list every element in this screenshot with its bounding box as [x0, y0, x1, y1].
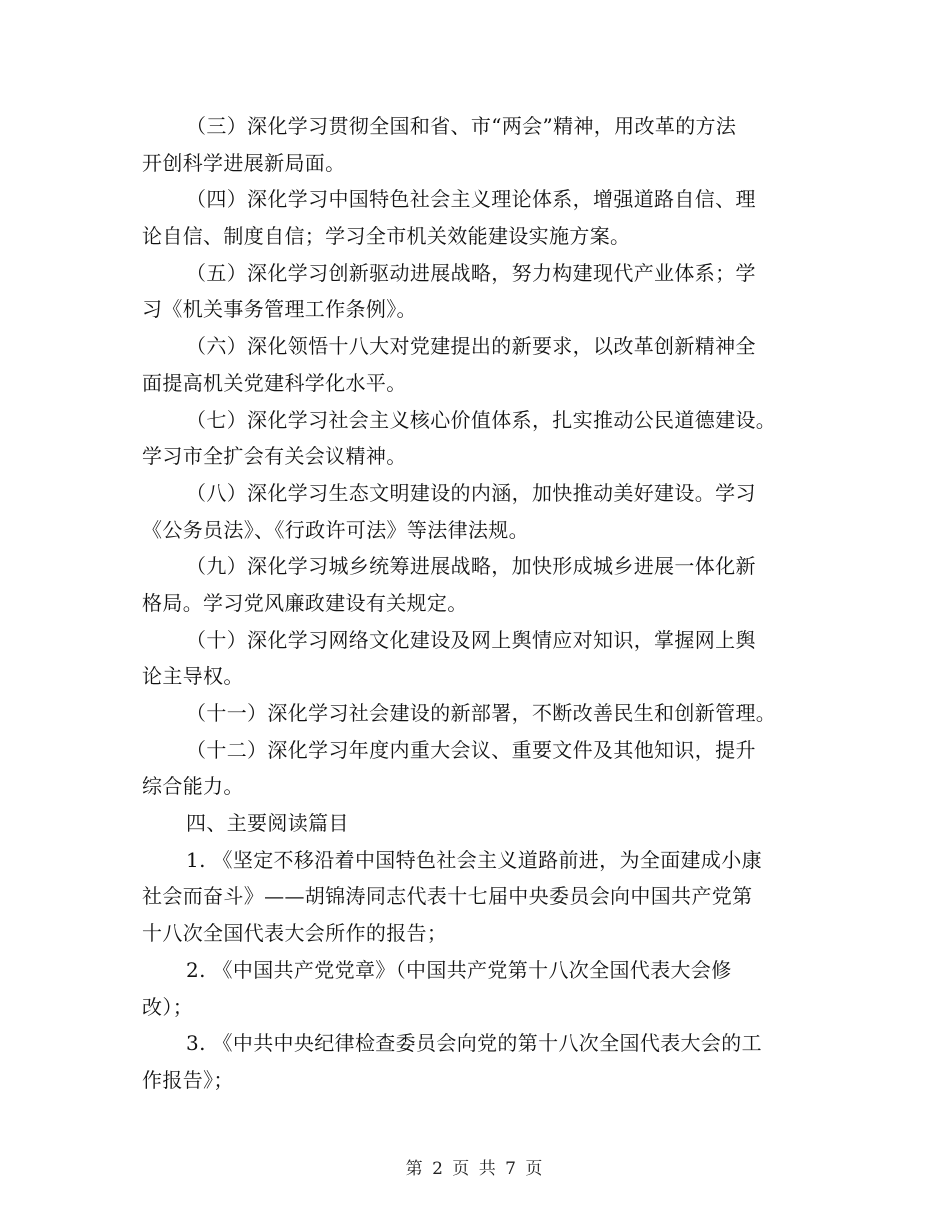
reading-list-item: 2. 《中国共产党党章》（中国共产党第十八次全国代表大会修 [186, 957, 732, 982]
paragraph-line: （五）深化学习创新驱动进展战略，努力构建现代产业体系；学 [186, 260, 756, 285]
reading-list-item: 1. 《坚定不移沿着中国特色社会主义道路前进，为全面建成小康 [186, 847, 762, 872]
paragraph-line: 《公务员法》、《行政许可法》等法律法规。 [142, 517, 529, 542]
paragraph-line: 习《机关事务管理工作条例》。 [142, 297, 417, 322]
page-number-footer: 第 2 页 共 7 页 [405, 1159, 545, 1179]
paragraph-line: （九）深化学习城乡统筹进展战略，加快形成城乡进展一体化新 [186, 554, 756, 579]
reading-list-item-continued: 作报告》； [142, 1067, 234, 1092]
paragraph-line: （十二）深化学习年度内重大会议、重要文件及其他知识，提升 [186, 737, 756, 762]
paragraph-line: （八）深化学习生态文明建设的内涵，加快推动美好建设。学习 [186, 480, 756, 505]
paragraph-line: 开创科学进展新局面。 [142, 150, 346, 175]
paragraph-line: （十）深化学习网络文化建设及网上舆情应对知识，掌握网上舆 [186, 627, 756, 652]
paragraph-line: （七）深化学习社会主义核心价值体系，扎实推动公民道德建设。 [186, 407, 777, 432]
paragraph-line: （六）深化领悟十八大对党建提出的新要求，以改革创新精神全 [186, 334, 756, 359]
paragraph-line: 格局。学习党风廉政建设有关规定。 [142, 590, 468, 615]
paragraph-line: （四）深化学习中国特色社会主义理论体系，增强道路自信、理 [186, 187, 756, 212]
reading-list-item-continued: 十八次全国代表大会所作的报告； [142, 921, 448, 946]
section-heading: 四、主要阅读篇目 [186, 811, 349, 836]
paragraph-line: 面提高机关党建科学化水平。 [142, 370, 407, 395]
paragraph-line: （三）深化学习贯彻全国和省、市“两会”精神，用改革的方法 [186, 114, 737, 138]
paragraph-line: （十一）深化学习社会建设的新部署，不断改善民生和创新管理。 [186, 701, 777, 725]
paragraph-line: 论自信、制度自信；学习全市机关效能建设实施方案。 [142, 224, 631, 249]
paragraph-line: 学习市全扩会有关会议精神。 [142, 444, 407, 469]
reading-list-item-continued: 社会而奋斗》——胡锦涛同志代表十七届中央委员会向中国共产党第 [142, 884, 753, 909]
document-body [142, 108, 812, 1099]
reading-list-item-continued: 改）； [142, 994, 194, 1019]
reading-list-item: 3. 《中共中央纪律检查委员会向党的第十八次全国代表大会的工 [186, 1031, 762, 1056]
paragraph-line: 论主导权。 [142, 664, 244, 689]
paragraph-line: 综合能力。 [142, 774, 244, 799]
